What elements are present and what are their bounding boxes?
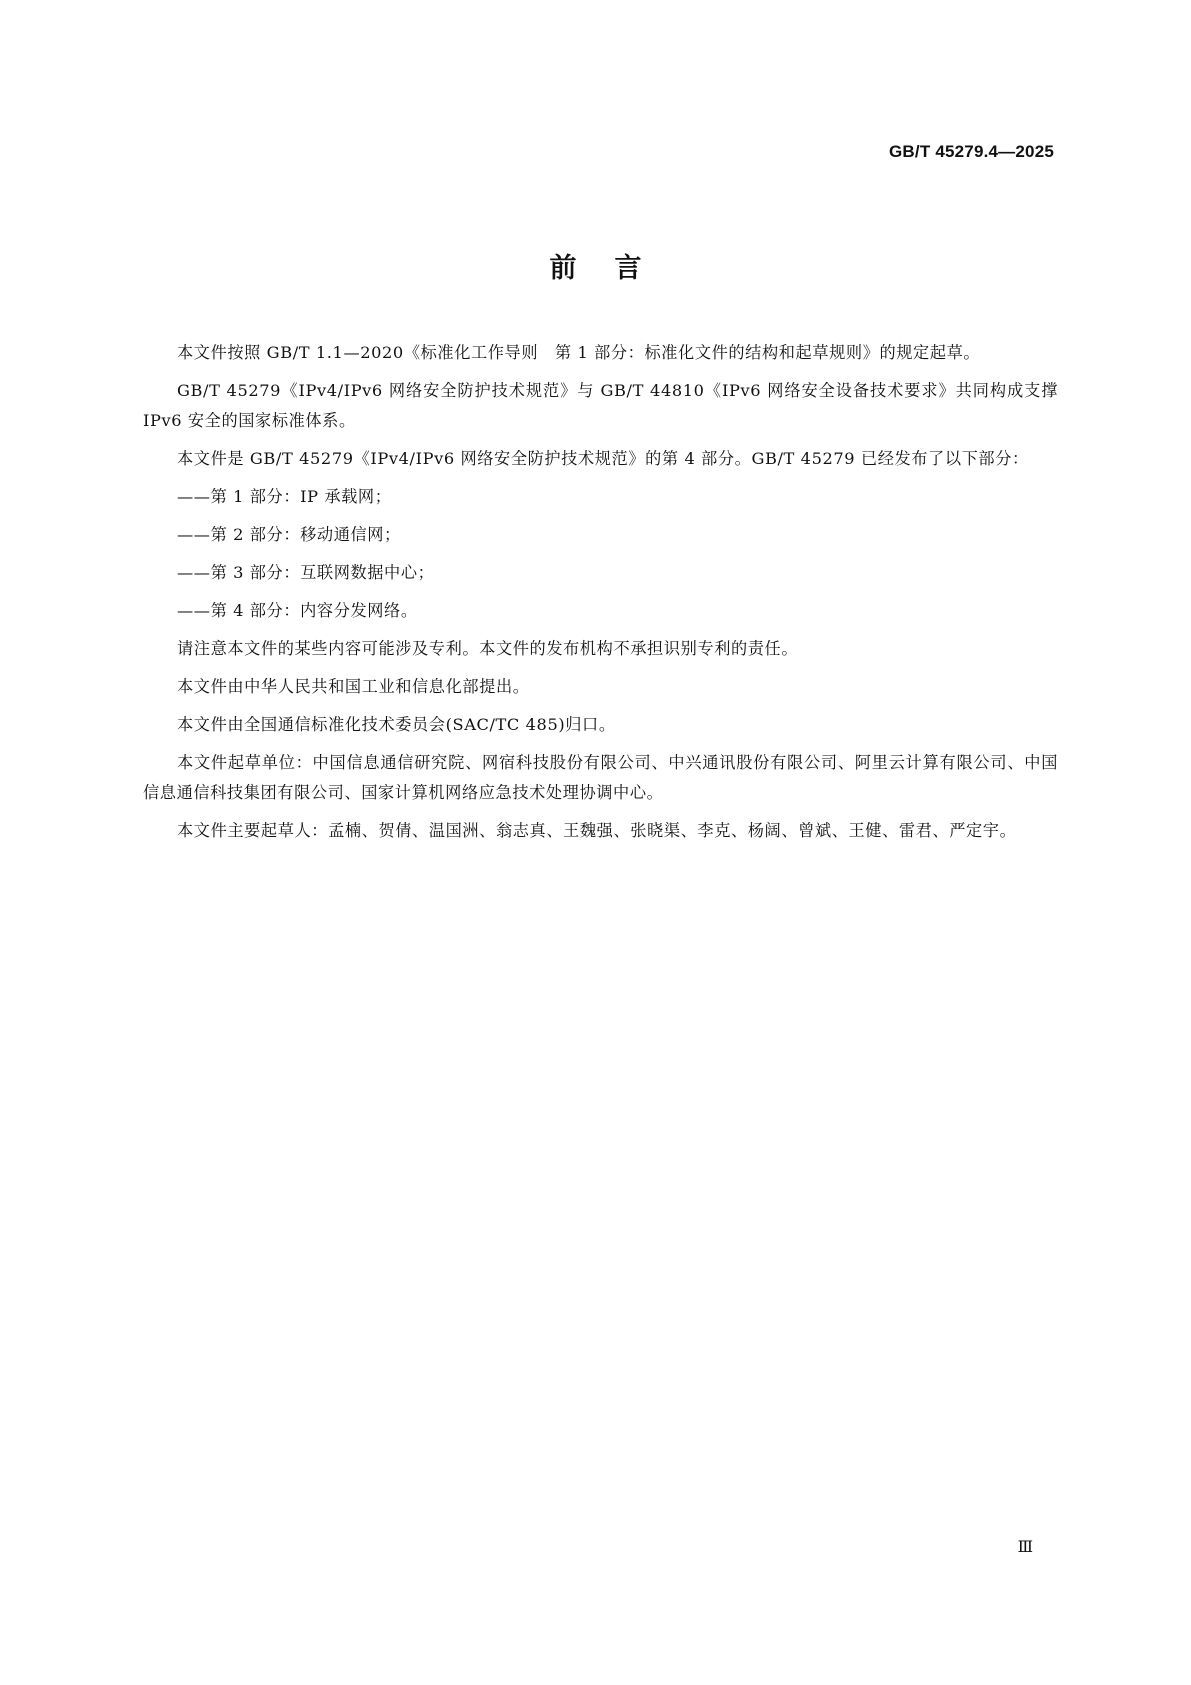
- list-item: ——第 2 部分：移动通信网；: [177, 525, 401, 544]
- paragraph-drafters: 本文件主要起草人：孟楠、贺倩、温国洲、翁志真、王魏强、张晓渠、李克、杨阔、曾斌、王健、雷君、严定宇。: [177, 821, 1017, 840]
- list-item: ——第 4 部分：内容分发网络。: [177, 601, 418, 620]
- paragraph-standard-system: GB/T 45279《IPv4/IPv6 网络安全防护技术规范》与 GB/T 44810《IPv6 网络安全设备技术要求》共同构成支撑 IPv6 安全的国家标准体系。: [143, 381, 1058, 430]
- paragraph-proposer: 本文件由中华人民共和国工业和信息化部提出。: [177, 677, 530, 696]
- paragraph-part-info: 本文件是 GB/T 45279《IPv4/IPv6 网络安全防护技术规范》的第 4 部分。GB/T 45279 已经发布了以下部分：: [177, 449, 1029, 468]
- parts-list: [143, 482, 1058, 626]
- page-title: 前言: [549, 253, 680, 284]
- paragraph-patent-notice: 请注意本文件的某些内容可能涉及专利。本文件的发布机构不承担识别专利的责任。: [177, 639, 799, 658]
- paragraph-drafting-rules: 本文件按照 GB/T 1.1—2020《标准化工作导则 第 1 部分：标准化文件的结构和起草规则》的规定起草。: [177, 343, 981, 362]
- page-number: Ⅲ: [1017, 1539, 1033, 1556]
- paragraph-drafting-organizations: 本文件起草单位：中国信息通信研究院、网宿科技股份有限公司、中兴通讯股份有限公司、阿里云计算有限公司、中国信息通信科技集团有限公司、国家计算机网络应急技术处理协调中心。: [143, 753, 1058, 802]
- foreword-body: [143, 338, 1058, 854]
- paragraph-technical-committee: 本文件由全国通信标准化技术委员会(SAC/TC 485)归口。: [177, 715, 616, 734]
- document-number: GB/T 45279.4—2025: [889, 142, 1054, 161]
- list-item: ——第 3 部分：互联网数据中心；: [177, 563, 435, 582]
- list-item: ——第 1 部分：IP 承载网；: [177, 487, 392, 506]
